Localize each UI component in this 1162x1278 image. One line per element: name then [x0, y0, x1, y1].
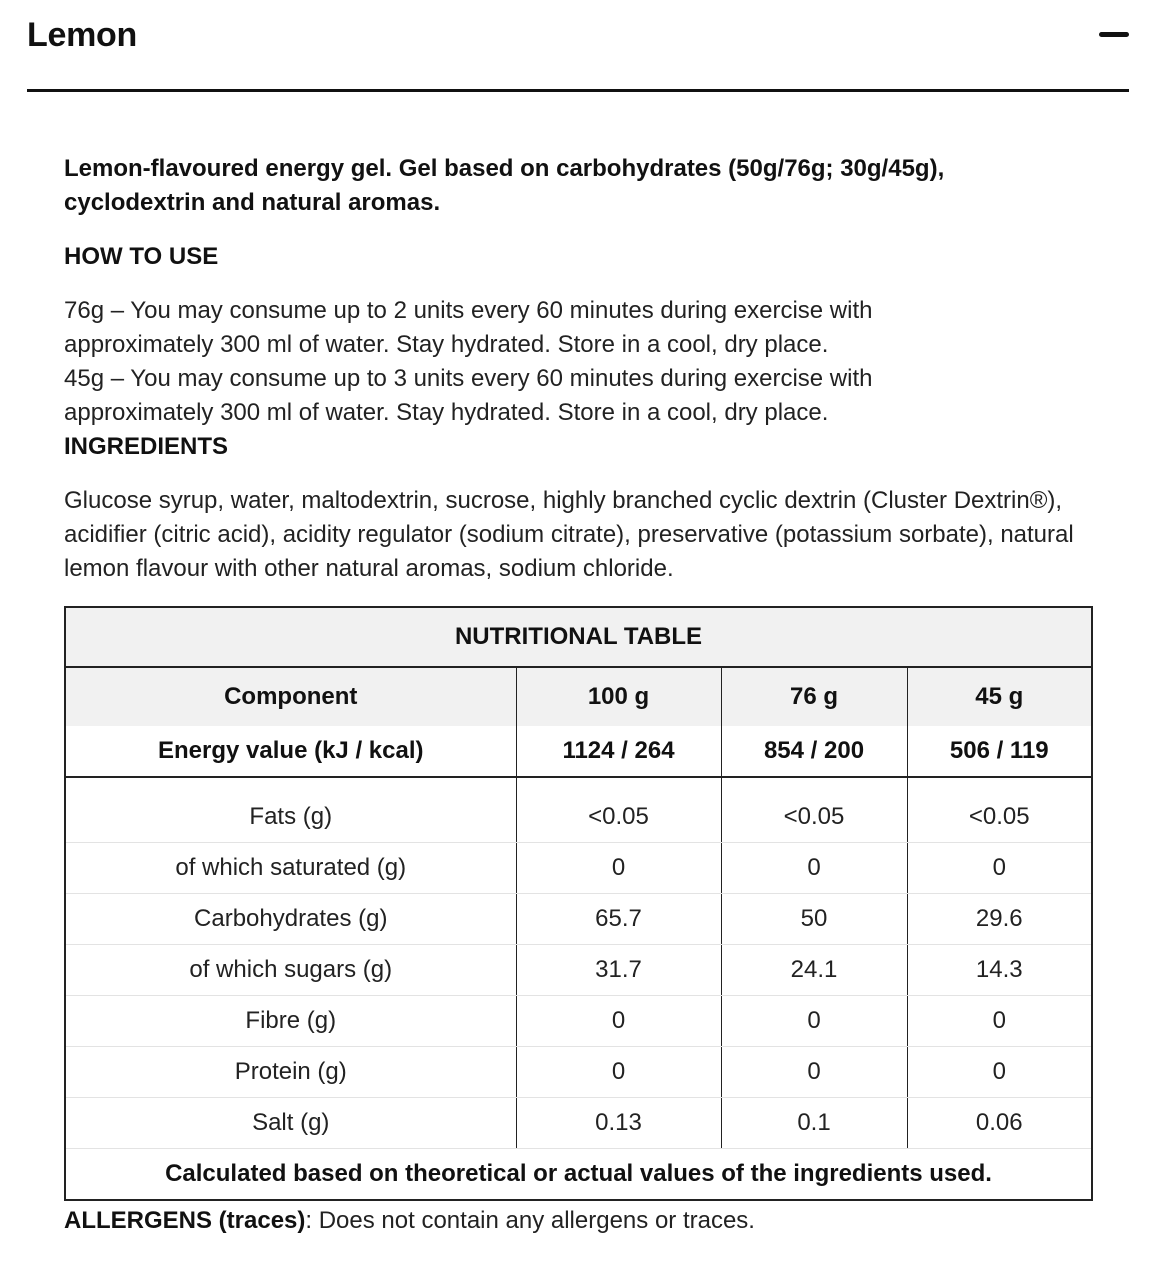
table-cell: 0 — [516, 843, 721, 894]
allergens-statement — [64, 1205, 1104, 1237]
spacer-row — [65, 777, 1092, 792]
how-to-use-text — [64, 294, 944, 430]
how-to-use-76g: 76g – You may consume up to 2 units every 60 minutes during exercise with approximately 300 ml of water. Stay hydrated. Store in a cool, dry place. — [64, 297, 873, 358]
table-cell: 0 — [516, 1047, 721, 1098]
table-cell: 0 — [907, 1047, 1092, 1098]
table-title: NUTRITIONAL TABLE — [65, 607, 1092, 667]
minus-icon — [1099, 32, 1129, 37]
table-header-row — [65, 667, 1092, 726]
table-cell: 65.7 — [516, 894, 721, 945]
table-cell: Energy value (kJ / kcal) — [65, 726, 516, 777]
table-cell: of which saturated (g) — [65, 843, 516, 894]
table-cell: 31.7 — [516, 945, 721, 996]
table-cell: Protein (g) — [65, 1047, 516, 1098]
table-cell: 0 — [907, 996, 1092, 1047]
table-cell: 506 / 119 — [907, 726, 1092, 777]
ingredients-text: Glucose syrup, water, maltodextrin, sucrose, highly branched cyclic dextrin (Cluster Dextrin®), acidifier (citric acid), acidity regulator (sodium citrate), preservative (potassium sorbate), natural lemon flavour with other natural aromas, sodium chloride. — [64, 487, 1074, 582]
table-footnote-row — [65, 1149, 1092, 1201]
table-cell: 50 — [721, 894, 907, 945]
allergens-label: ALLERGENS (traces) — [64, 1207, 306, 1234]
table-cell: 0.06 — [907, 1098, 1092, 1149]
table-row — [65, 1098, 1092, 1149]
table-row — [65, 792, 1092, 843]
table-cell: of which sugars (g) — [65, 945, 516, 996]
column-header: 100 g — [516, 667, 721, 726]
table-cell: 0 — [721, 1047, 907, 1098]
table-row — [65, 996, 1092, 1047]
table-footnote: Calculated based on theoretical or actual values of the ingredients used. — [165, 1160, 992, 1187]
product-description: Lemon-flavoured energy gel. Gel based on carbohydrates (50g/76g; 30g/45g), cyclodextrin and natural aromas. — [64, 155, 945, 216]
column-header: 76 g — [721, 667, 907, 726]
table-cell: 0 — [721, 996, 907, 1047]
table-cell: 14.3 — [907, 945, 1092, 996]
ingredients-heading: INGREDIENTS — [64, 433, 229, 460]
table-cell: 29.6 — [907, 894, 1092, 945]
table-row — [65, 1047, 1092, 1098]
table-cell: 0 — [721, 843, 907, 894]
allergens-text: : Does not contain any allergens or traces. — [305, 1207, 755, 1234]
table-cell: <0.05 — [907, 792, 1092, 843]
table-cell: 854 / 200 — [721, 726, 907, 777]
product-title: Lemon — [27, 16, 137, 54]
column-header: 45 g — [907, 667, 1092, 726]
table-cell: <0.05 — [721, 792, 907, 843]
accordion-content — [64, 152, 1104, 1237]
table-cell: 0.13 — [516, 1098, 721, 1149]
collapse-button[interactable] — [1097, 20, 1129, 50]
table-cell: 0.1 — [721, 1098, 907, 1149]
table-cell: 24.1 — [721, 945, 907, 996]
table-row — [65, 945, 1092, 996]
how-to-use-45g: 45g – You may consume up to 3 units every 60 minutes during exercise with approximately 300 ml of water. Stay hydrated. Store in a cool, dry place. — [64, 365, 873, 426]
table-cell: 1124 / 264 — [516, 726, 721, 777]
nutrition-table — [64, 606, 1093, 1201]
table-title-row — [65, 607, 1092, 667]
column-header: Component — [65, 667, 516, 726]
table-cell: 0 — [907, 843, 1092, 894]
how-to-use-heading: HOW TO USE — [64, 243, 219, 270]
table-cell: Fibre (g) — [65, 996, 516, 1047]
table-cell: <0.05 — [516, 792, 721, 843]
table-row — [65, 894, 1092, 945]
table-row — [65, 843, 1092, 894]
energy-row — [65, 726, 1092, 777]
table-cell: 0 — [516, 996, 721, 1047]
table-cell: Salt (g) — [65, 1098, 516, 1149]
table-cell: Carbohydrates (g) — [65, 894, 516, 945]
accordion-header[interactable] — [27, 0, 1129, 92]
table-cell: Fats (g) — [65, 792, 516, 843]
